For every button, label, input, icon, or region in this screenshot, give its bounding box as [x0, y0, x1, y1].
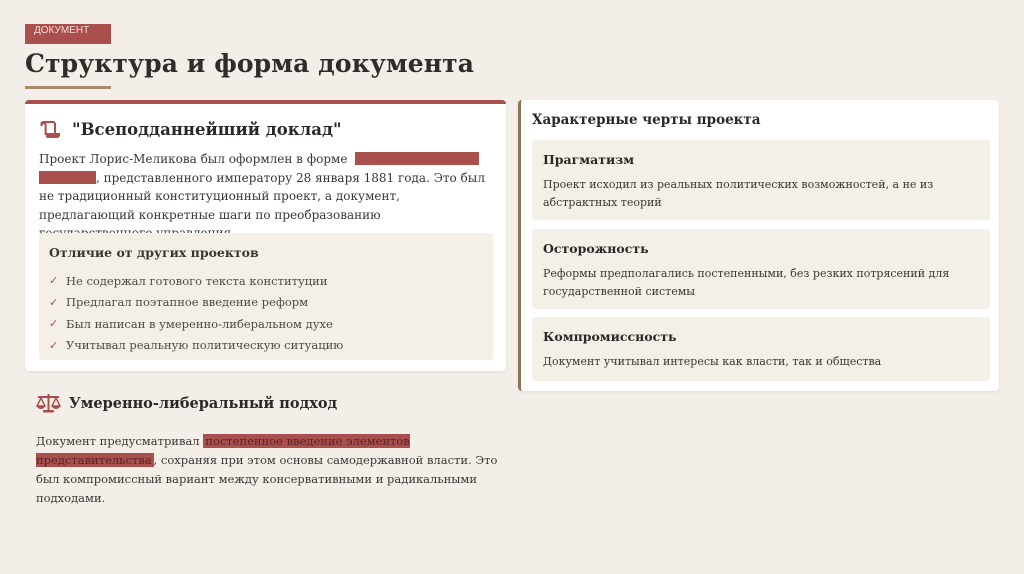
document-card-header [39, 119, 342, 139]
highlighted-phrase: постепенное введение элементов представительства [36, 434, 410, 467]
redacted-term-continued [39, 171, 96, 184]
list-item [49, 335, 343, 357]
check-icon: ✓ [49, 295, 59, 309]
features-title: Характерные черты проекта [532, 112, 761, 128]
feature-item-compromise [532, 317, 990, 381]
check-icon: ✓ [49, 274, 59, 288]
approach-description [36, 432, 506, 508]
feature-name: Компромиссность [543, 329, 677, 344]
list-item-text: Был написан в умеренно-либеральном духе [66, 316, 333, 331]
section-tag: ДОКУМЕНТ [25, 24, 111, 44]
approach-title: Умеренно-либеральный подход [69, 394, 338, 412]
redacted-term [355, 152, 479, 165]
approach-header [36, 392, 337, 414]
features-card [518, 100, 999, 391]
feature-item-caution [532, 229, 990, 309]
check-icon: ✓ [49, 338, 59, 352]
feature-name: Осторожность [543, 241, 649, 256]
check-icon: ✓ [49, 317, 59, 331]
list-item [49, 270, 343, 292]
scroll-icon [39, 119, 61, 139]
document-card-title: "Всеподданнейший доклад" [72, 119, 342, 139]
feature-item-pragmatism [532, 140, 990, 220]
feature-description: Реформы предполагались постепенными, без резких потрясений для государственной системы [543, 267, 950, 298]
list-item-text: Учитывал реальную политическую ситуацию [66, 338, 344, 353]
feature-description: Документ учитывал интересы как власти, так и общества [543, 355, 882, 368]
document-description [39, 150, 494, 243]
differences-list [49, 270, 343, 356]
title-underline [25, 86, 111, 89]
list-item [49, 313, 343, 335]
list-item-text: Не содержал готового текста конституции [66, 273, 328, 288]
feature-name: Прагматизм [543, 152, 635, 167]
differences-title: Отличие от других проектов [49, 245, 259, 260]
description-start: Проект Лорис-Меликова был оформлен в форме [39, 152, 348, 166]
page-title: Структура и форма документа [25, 49, 475, 78]
approach-text-start: Документ предусматривал [36, 434, 200, 448]
scales-icon [36, 392, 61, 414]
description-end: , представленного императору 28 января 1881 года. Это был не традиционный конституционный проект, а документ, предлагающий конкретные шаги по преобразованию [39, 170, 485, 222]
list-item-text: Предлагал поэтапное введение реформ [66, 295, 309, 310]
document-card [25, 100, 506, 371]
approach-text-end: , сохраняя при этом основы самодержавной власти. Это был компромиссный вариант между консервативными и радикальными подходами. [36, 453, 498, 505]
differences-box [39, 233, 493, 360]
list-item [49, 292, 343, 314]
feature-description: Проект исходил из реальных политических возможностей, а не из абстрактных теорий [543, 178, 934, 209]
